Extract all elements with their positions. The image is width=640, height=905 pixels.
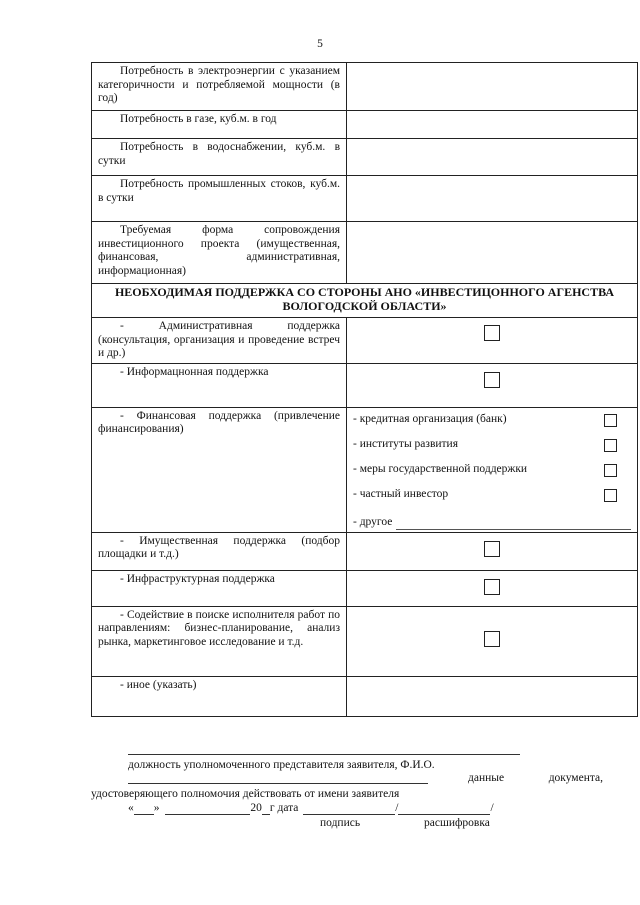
decoding-caption: расшифровка bbox=[424, 817, 490, 829]
signatory-position-line[interactable] bbox=[128, 754, 520, 755]
signature-field[interactable] bbox=[303, 802, 395, 815]
finance-option-state: - меры государственной поддержки bbox=[347, 458, 637, 483]
row-label: Требуемая форма сопровождения инвестиционного проекта (имущественная, финансовая, административная, информационная) bbox=[92, 222, 347, 284]
table-row bbox=[92, 532, 638, 570]
table-row bbox=[92, 176, 638, 222]
month-field[interactable] bbox=[165, 802, 250, 815]
section-header: НЕОБХОДИМАЯ ПОДДЕРЖКА СО СТОРОНЫ АНО «ИНВЕСТИЦОННОГО АГЕНСТВА ВОЛОГОДСКОЙ ОБЛАСТИ» bbox=[92, 284, 638, 318]
support-admin-checkbox[interactable] bbox=[484, 325, 500, 341]
page-number: 5 bbox=[317, 38, 323, 50]
support-property-cell bbox=[347, 532, 638, 570]
support-info-cell bbox=[347, 363, 638, 407]
row-label: Потребность в электроэнергии с указанием категоричности и потребляемой мощности (в год) bbox=[92, 63, 347, 111]
finance-option-other: - другое bbox=[347, 508, 637, 530]
table-row bbox=[92, 222, 638, 284]
support-admin-cell bbox=[347, 318, 638, 364]
finance-option-private-checkbox[interactable] bbox=[604, 489, 617, 502]
support-property-label: - Имущественная поддержка (подбор площадки и т.д.) bbox=[92, 532, 347, 570]
support-contractor-cell bbox=[347, 606, 638, 676]
application-form-table bbox=[91, 62, 638, 717]
finance-other-input-line[interactable] bbox=[396, 517, 631, 530]
table-row bbox=[92, 111, 638, 139]
row-label: Потребность в водоснабжении, куб.м. в сутки bbox=[92, 139, 347, 176]
row-value-field[interactable] bbox=[347, 222, 638, 284]
finance-option-institutes-checkbox[interactable] bbox=[604, 439, 617, 452]
support-other-field[interactable] bbox=[347, 676, 638, 716]
row-label: Потребность промышленных стоков, куб.м. в сутки bbox=[92, 176, 347, 222]
support-infra-cell bbox=[347, 570, 638, 606]
table-row bbox=[92, 407, 638, 532]
support-info-label: - Информацнонная поддержка bbox=[92, 363, 347, 407]
document-data-line[interactable] bbox=[128, 772, 428, 784]
table-row bbox=[92, 570, 638, 606]
signature-caption: подпись bbox=[320, 817, 361, 829]
support-other-label: - иное (указать) bbox=[92, 676, 347, 716]
table-row bbox=[92, 676, 638, 716]
row-value-field[interactable] bbox=[347, 139, 638, 176]
support-finance-options bbox=[347, 407, 638, 532]
support-finance-label: - Финансовая поддержка (привлечение финансирования) bbox=[92, 407, 347, 532]
signatory-position-caption: должность уполномоченного представителя заявителя, Ф.И.О. bbox=[128, 759, 435, 771]
section-header-row bbox=[92, 284, 638, 318]
table-row bbox=[92, 606, 638, 676]
row-label: Потребность в газе, куб.м. в год bbox=[92, 111, 347, 139]
support-admin-label: - Административная поддержка (консультация, организация и проведение встреч и др.) bbox=[92, 318, 347, 364]
support-infra-label: - Инфраструктурная поддержка bbox=[92, 570, 347, 606]
table-row bbox=[92, 363, 638, 407]
support-contractor-label: - Содействие в поиске исполнителя работ по направлениям: бизнес-планирование, анализ рынка, маркетинговое исследование и т.д. bbox=[92, 606, 347, 676]
year-field[interactable] bbox=[262, 802, 270, 815]
day-field[interactable] bbox=[134, 802, 154, 815]
table-row bbox=[92, 318, 638, 364]
row-value-field[interactable] bbox=[347, 63, 638, 111]
table-row bbox=[92, 139, 638, 176]
finance-option-bank: - кредитная организация (банк) bbox=[347, 408, 637, 433]
document-data-caption: данные документа, bbox=[468, 772, 603, 784]
date-signature-line: « » 20 г дата / / bbox=[128, 802, 494, 814]
support-info-checkbox[interactable] bbox=[484, 372, 500, 388]
finance-option-state-checkbox[interactable] bbox=[604, 464, 617, 477]
name-decoding-field[interactable] bbox=[398, 802, 490, 815]
authority-document-caption: удостоверяющего полномочия действовать от имени заявителя bbox=[91, 788, 400, 800]
support-property-checkbox[interactable] bbox=[484, 541, 500, 557]
finance-option-institutes: - институты развития bbox=[347, 433, 637, 458]
support-infra-checkbox[interactable] bbox=[484, 579, 500, 595]
finance-option-bank-checkbox[interactable] bbox=[604, 414, 617, 427]
support-contractor-checkbox[interactable] bbox=[484, 631, 500, 647]
table-row bbox=[92, 63, 638, 111]
finance-option-private: - частный инвестор bbox=[347, 483, 637, 508]
row-value-field[interactable] bbox=[347, 176, 638, 222]
row-value-field[interactable] bbox=[347, 111, 638, 139]
